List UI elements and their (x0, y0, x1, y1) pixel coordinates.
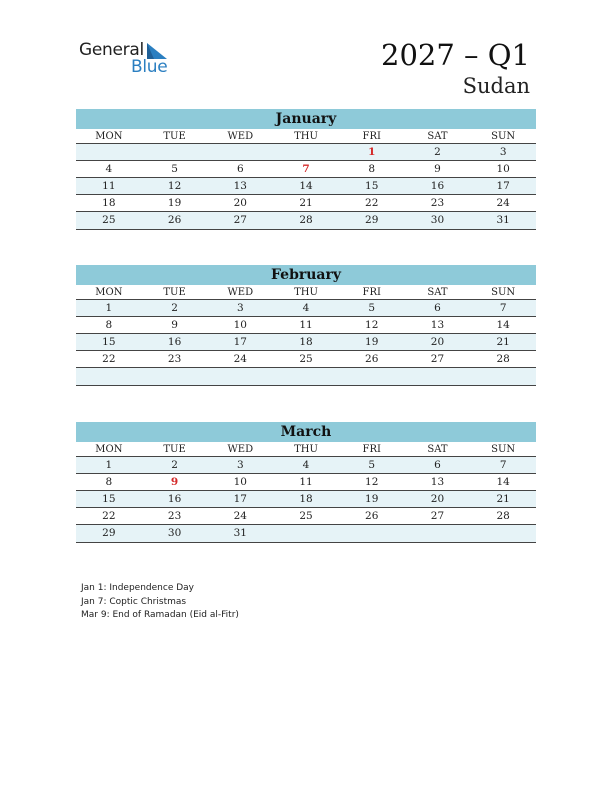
logo-blue-text: Blue (131, 57, 168, 77)
day-cell: 6 (434, 302, 441, 314)
holiday-note: Mar 9: End of Ramadan (Eid al-Fitr) (81, 610, 239, 620)
day-cell: 31 (496, 214, 510, 226)
weekday-label: FRI (362, 287, 381, 298)
day-cell: 25 (102, 214, 116, 226)
weekday-label: FRI (362, 444, 381, 455)
day-cell: 3 (236, 302, 244, 314)
day-cell: 15 (102, 336, 116, 348)
day-cell: 14 (496, 319, 510, 331)
weekday-label: SAT (427, 287, 448, 298)
weekday-label: WED (227, 444, 254, 455)
day-cell: 29 (102, 527, 116, 539)
day-cell: 4 (105, 163, 113, 175)
day-cell: 10 (233, 319, 247, 331)
day-cell: 17 (233, 336, 247, 348)
week-row (76, 195, 536, 212)
month-calendar-march (76, 422, 536, 543)
day-cell: 16 (167, 336, 182, 348)
day-cell: 17 (233, 493, 247, 505)
day-cell: 1 (105, 459, 113, 471)
weekday-label: MON (95, 131, 123, 142)
day-cell: 4 (302, 302, 310, 314)
day-cell: 18 (299, 493, 313, 505)
weekday-label: SUN (491, 131, 516, 142)
holiday-day-cell: 7 (302, 163, 310, 175)
day-cell: 20 (430, 493, 445, 505)
day-cell: 2 (434, 146, 441, 158)
day-cell: 25 (299, 353, 313, 365)
day-cell: 21 (299, 197, 313, 209)
calendar-grid (76, 442, 536, 543)
day-cell: 23 (167, 510, 182, 522)
day-cell: 7 (499, 459, 507, 471)
day-cell: 28 (299, 214, 313, 226)
day-cell: 2 (171, 459, 178, 471)
day-cell: 29 (365, 214, 379, 226)
week-row (76, 178, 536, 195)
weekday-label: SAT (427, 131, 448, 142)
week-row (76, 334, 536, 351)
weekday-label: WED (227, 131, 254, 142)
day-cell: 25 (299, 510, 313, 522)
day-cell (207, 144, 273, 160)
week-row (76, 457, 536, 474)
day-cell: 26 (365, 353, 379, 365)
weekday-label: SUN (491, 444, 516, 455)
day-cell: 18 (102, 197, 116, 209)
weekday-label: TUE (163, 287, 186, 298)
day-cell: 27 (233, 214, 247, 226)
day-cell: 15 (102, 493, 116, 505)
weekday-label: SAT (427, 444, 448, 455)
day-cell: 21 (496, 493, 510, 505)
week-row (76, 508, 536, 525)
day-cell: 24 (496, 197, 510, 209)
day-cell (339, 368, 405, 385)
day-cell: 22 (102, 510, 116, 522)
week-row (76, 525, 536, 542)
day-cell: 10 (233, 476, 247, 488)
day-cell: 22 (365, 197, 379, 209)
week-row (76, 212, 536, 229)
day-cell: 30 (167, 527, 182, 539)
day-cell: 17 (496, 180, 510, 192)
day-cell: 9 (434, 163, 441, 175)
day-cell: 20 (233, 197, 247, 209)
day-cell: 23 (167, 353, 182, 365)
day-cell: 24 (233, 510, 247, 522)
weekday-label: FRI (362, 131, 381, 142)
day-cell: 27 (430, 353, 445, 365)
day-cell: 2 (171, 302, 178, 314)
day-cell: 30 (430, 214, 445, 226)
calendar-grid (76, 285, 536, 386)
month-title: January (76, 109, 536, 129)
week-row (76, 491, 536, 508)
weekday-label: THU (294, 131, 318, 142)
weekday-label: THU (294, 287, 318, 298)
day-cell: 19 (365, 493, 379, 505)
day-cell: 13 (430, 319, 445, 331)
week-row (76, 474, 536, 491)
week-row (76, 161, 536, 178)
day-cell (339, 525, 405, 542)
day-cell: 26 (365, 510, 379, 522)
weekday-label: TUE (163, 444, 186, 455)
month-calendar-january (76, 109, 536, 230)
weekday-label: TUE (163, 131, 186, 142)
month-calendar-february (76, 265, 536, 386)
day-cell (273, 144, 339, 160)
day-cell: 19 (167, 197, 182, 209)
day-cell: 8 (368, 163, 376, 175)
calendar-grid (76, 129, 536, 230)
day-cell: 23 (430, 197, 445, 209)
day-cell (405, 525, 471, 542)
day-cell: 12 (167, 180, 182, 192)
week-row (76, 317, 536, 334)
day-cell: 7 (499, 302, 507, 314)
day-cell: 12 (365, 319, 379, 331)
day-cell (76, 368, 142, 385)
week-row (76, 144, 536, 161)
day-cell: 8 (105, 319, 113, 331)
day-cell: 19 (365, 336, 379, 348)
day-cell: 12 (365, 476, 379, 488)
day-cell (142, 144, 208, 160)
day-cell: 3 (499, 146, 507, 158)
week-row (76, 368, 536, 385)
day-cell (273, 525, 339, 542)
day-cell: 16 (430, 180, 445, 192)
day-cell: 11 (299, 476, 313, 488)
day-cell: 27 (430, 510, 445, 522)
day-cell: 28 (496, 353, 510, 365)
weekday-header-row (76, 285, 536, 300)
day-cell: 16 (167, 493, 182, 505)
day-cell: 11 (102, 180, 116, 192)
logo-general-text: General (79, 40, 144, 60)
day-cell: 26 (167, 214, 182, 226)
day-cell: 14 (299, 180, 313, 192)
day-cell: 11 (299, 319, 313, 331)
day-cell (142, 368, 208, 385)
holiday-day-cell: 1 (368, 146, 376, 158)
holiday-notes (81, 582, 239, 623)
day-cell: 14 (496, 476, 510, 488)
day-cell: 8 (105, 476, 113, 488)
holiday-day-cell: 9 (170, 476, 179, 488)
day-cell: 20 (430, 336, 445, 348)
day-cell: 5 (368, 302, 376, 314)
weekday-header-row (76, 129, 536, 144)
day-cell (470, 525, 536, 542)
day-cell (273, 368, 339, 385)
day-cell (470, 368, 536, 385)
week-row (76, 300, 536, 317)
day-cell: 6 (236, 163, 244, 175)
week-row (76, 351, 536, 368)
country-name: Sudan (462, 74, 530, 98)
weekday-label: THU (294, 444, 318, 455)
day-cell: 13 (430, 476, 445, 488)
holiday-note: Jan 7: Coptic Christmas (81, 596, 187, 607)
day-cell: 18 (299, 336, 313, 348)
day-cell: 24 (233, 353, 247, 365)
day-cell: 21 (496, 336, 510, 348)
day-cell: 4 (302, 459, 310, 471)
day-cell: 9 (171, 319, 178, 331)
weekday-label: SUN (491, 287, 516, 298)
day-cell (405, 368, 471, 385)
day-cell: 31 (233, 527, 247, 539)
weekday-label: MON (95, 444, 123, 455)
day-cell: 5 (368, 459, 376, 471)
day-cell (207, 368, 273, 385)
day-cell: 13 (233, 180, 247, 192)
month-title: February (76, 265, 536, 285)
weekday-label: WED (227, 287, 254, 298)
weekday-header-row (76, 442, 536, 457)
month-title: March (76, 422, 536, 442)
page-title: 2027 – Q1 (381, 38, 530, 72)
day-cell: 15 (365, 180, 379, 192)
holiday-note: Jan 1: Independence Day (81, 583, 194, 593)
day-cell: 3 (236, 459, 244, 471)
day-cell: 6 (434, 459, 441, 471)
day-cell: 22 (102, 353, 116, 365)
day-cell (76, 144, 142, 160)
weekday-label: MON (95, 287, 123, 298)
day-cell: 1 (105, 302, 113, 314)
day-cell: 28 (496, 510, 510, 522)
day-cell: 10 (496, 163, 510, 175)
day-cell: 5 (171, 163, 178, 175)
